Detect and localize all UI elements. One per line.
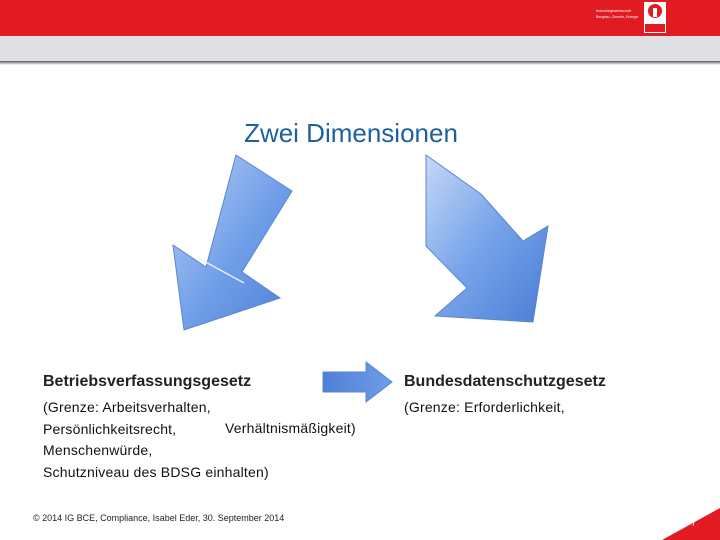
- left-detail-line: Menschenwürde,: [43, 442, 153, 458]
- right-detail-line: Verhältnismäßigkeit): [225, 420, 356, 436]
- right-heading: Bundesdatenschutzgesetz: [404, 373, 606, 390]
- footer-text: © 2014 IG BCE, Compliance, Isabel Eder, 30. September 2014: [33, 513, 285, 523]
- slide-title: Zwei Dimensionen: [244, 118, 458, 148]
- left-heading: Betriebsverfassungsgesetz: [43, 373, 252, 390]
- arrow-down-right-icon: [426, 155, 548, 322]
- arrow-right-icon: [323, 362, 392, 402]
- right-detail-line: (Grenze: Erforderlichkeit,: [404, 399, 565, 415]
- arrow-down-left-icon: [173, 155, 292, 330]
- logo-line: Industriegewerkschaft: [596, 9, 631, 13]
- left-details: [43, 397, 269, 483]
- page-number: 7: [690, 518, 696, 528]
- left-detail-line: (Grenze: Arbeitsverhalten,: [43, 399, 211, 415]
- logo-line: Bergbau, Chemie, Energie: [596, 15, 639, 19]
- left-detail-line: Schutzniveau des BDSG einhalten): [43, 463, 269, 480]
- left-detail-line: Persönlichkeitsrecht,: [43, 420, 177, 437]
